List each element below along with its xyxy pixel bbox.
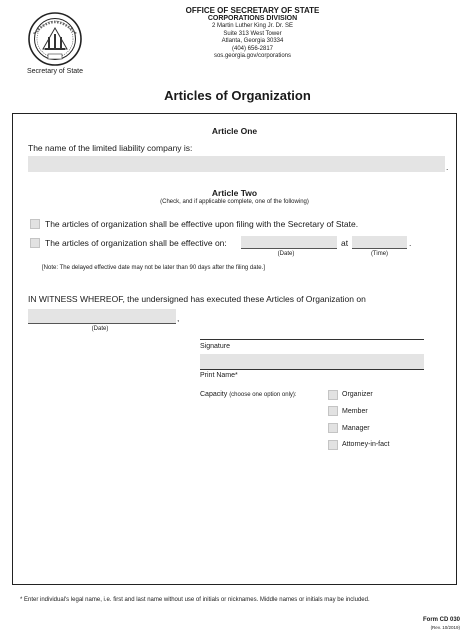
footer-note: * Enter individual's legal name, i.e. first and last name without use of initials or nicknames. Middle names or initials may be included.: [20, 597, 370, 603]
capacity-organizer-checkbox[interactable]: [328, 390, 338, 400]
capacity-hint: (choose one option only):: [229, 392, 297, 398]
witness-end-mark: ,: [177, 313, 180, 323]
state-seal-icon: [28, 12, 82, 66]
capacity-organizer-label: Organizer: [342, 391, 373, 398]
office-header: [150, 6, 355, 61]
witness-date-field[interactable]: [28, 309, 176, 324]
effective-date-caption: (Date): [277, 251, 295, 257]
print-name-label: Print Name*: [200, 372, 238, 379]
effective-time-field[interactable]: [352, 236, 407, 249]
effective-date-field[interactable]: [241, 236, 337, 249]
division-name: CORPORATIONS DIVISION: [207, 15, 298, 22]
capacity-manager-checkbox[interactable]: [328, 423, 338, 433]
effective-end-mark: .: [409, 238, 412, 248]
address-line-3: Atlanta, Georgia 30334: [221, 38, 284, 45]
capacity-attorney-checkbox[interactable]: [328, 440, 338, 450]
capacity-label: [200, 391, 297, 398]
witness-date-caption: (Date): [91, 326, 109, 332]
effective-on-filing-label: The articles of organization shall be effective upon filing with the Secretary of State.: [45, 219, 359, 229]
form-box: [12, 113, 457, 585]
capacity-member-checkbox[interactable]: [328, 406, 338, 416]
article-one-heading: Article One: [211, 126, 258, 136]
llc-name-prompt: The name of the limited liability company is:: [28, 143, 193, 153]
phone-number: (404) 656-2817: [231, 45, 274, 52]
page-title: Articles of Organization: [164, 88, 311, 103]
effective-time-caption: (Time): [370, 251, 389, 257]
effective-on-date-checkbox[interactable]: [30, 238, 40, 248]
article-two-subheading: (Check, and if applicable complete, one of the following): [160, 199, 309, 205]
print-name-field[interactable]: [200, 354, 424, 370]
capacity-member-label: Member: [342, 408, 368, 415]
address-line-2: Suite 313 West Tower: [223, 30, 282, 37]
form-number: Form CD 030: [422, 617, 460, 623]
article-two-heading: Article Two: [211, 188, 258, 198]
capacity-label-text: Capacity: [200, 391, 228, 398]
llc-name-field[interactable]: [28, 156, 445, 172]
effective-on-date-label: The articles of organization shall be effective on:: [45, 238, 227, 248]
effective-on-filing-checkbox[interactable]: [30, 219, 40, 229]
form-revision: (Rev. 10/2019): [430, 625, 460, 630]
seal-caption: Secretary of State: [26, 68, 84, 75]
address-line-1: 2 Martin Luther King Jr. Dr. SE: [211, 23, 294, 29]
witness-statement: IN WITNESS WHEREOF, the undersigned has executed these Articles of Organization on: [28, 294, 366, 304]
signature-label: Signature: [200, 343, 230, 350]
capacity-attorney-label: Attorney-in-fact: [342, 441, 390, 448]
office-name: OFFICE OF SECRETARY OF STATE: [185, 6, 320, 15]
delayed-date-note: [Note: The delayed effective date may not be later than 90 days after the filing date.]: [42, 265, 265, 271]
signature-line[interactable]: [200, 339, 424, 340]
capacity-manager-label: Manager: [342, 425, 370, 432]
llc-name-end-mark: .: [446, 162, 449, 172]
at-label: at: [341, 238, 349, 248]
website: sos.georgia.gov/corporations: [213, 53, 292, 60]
